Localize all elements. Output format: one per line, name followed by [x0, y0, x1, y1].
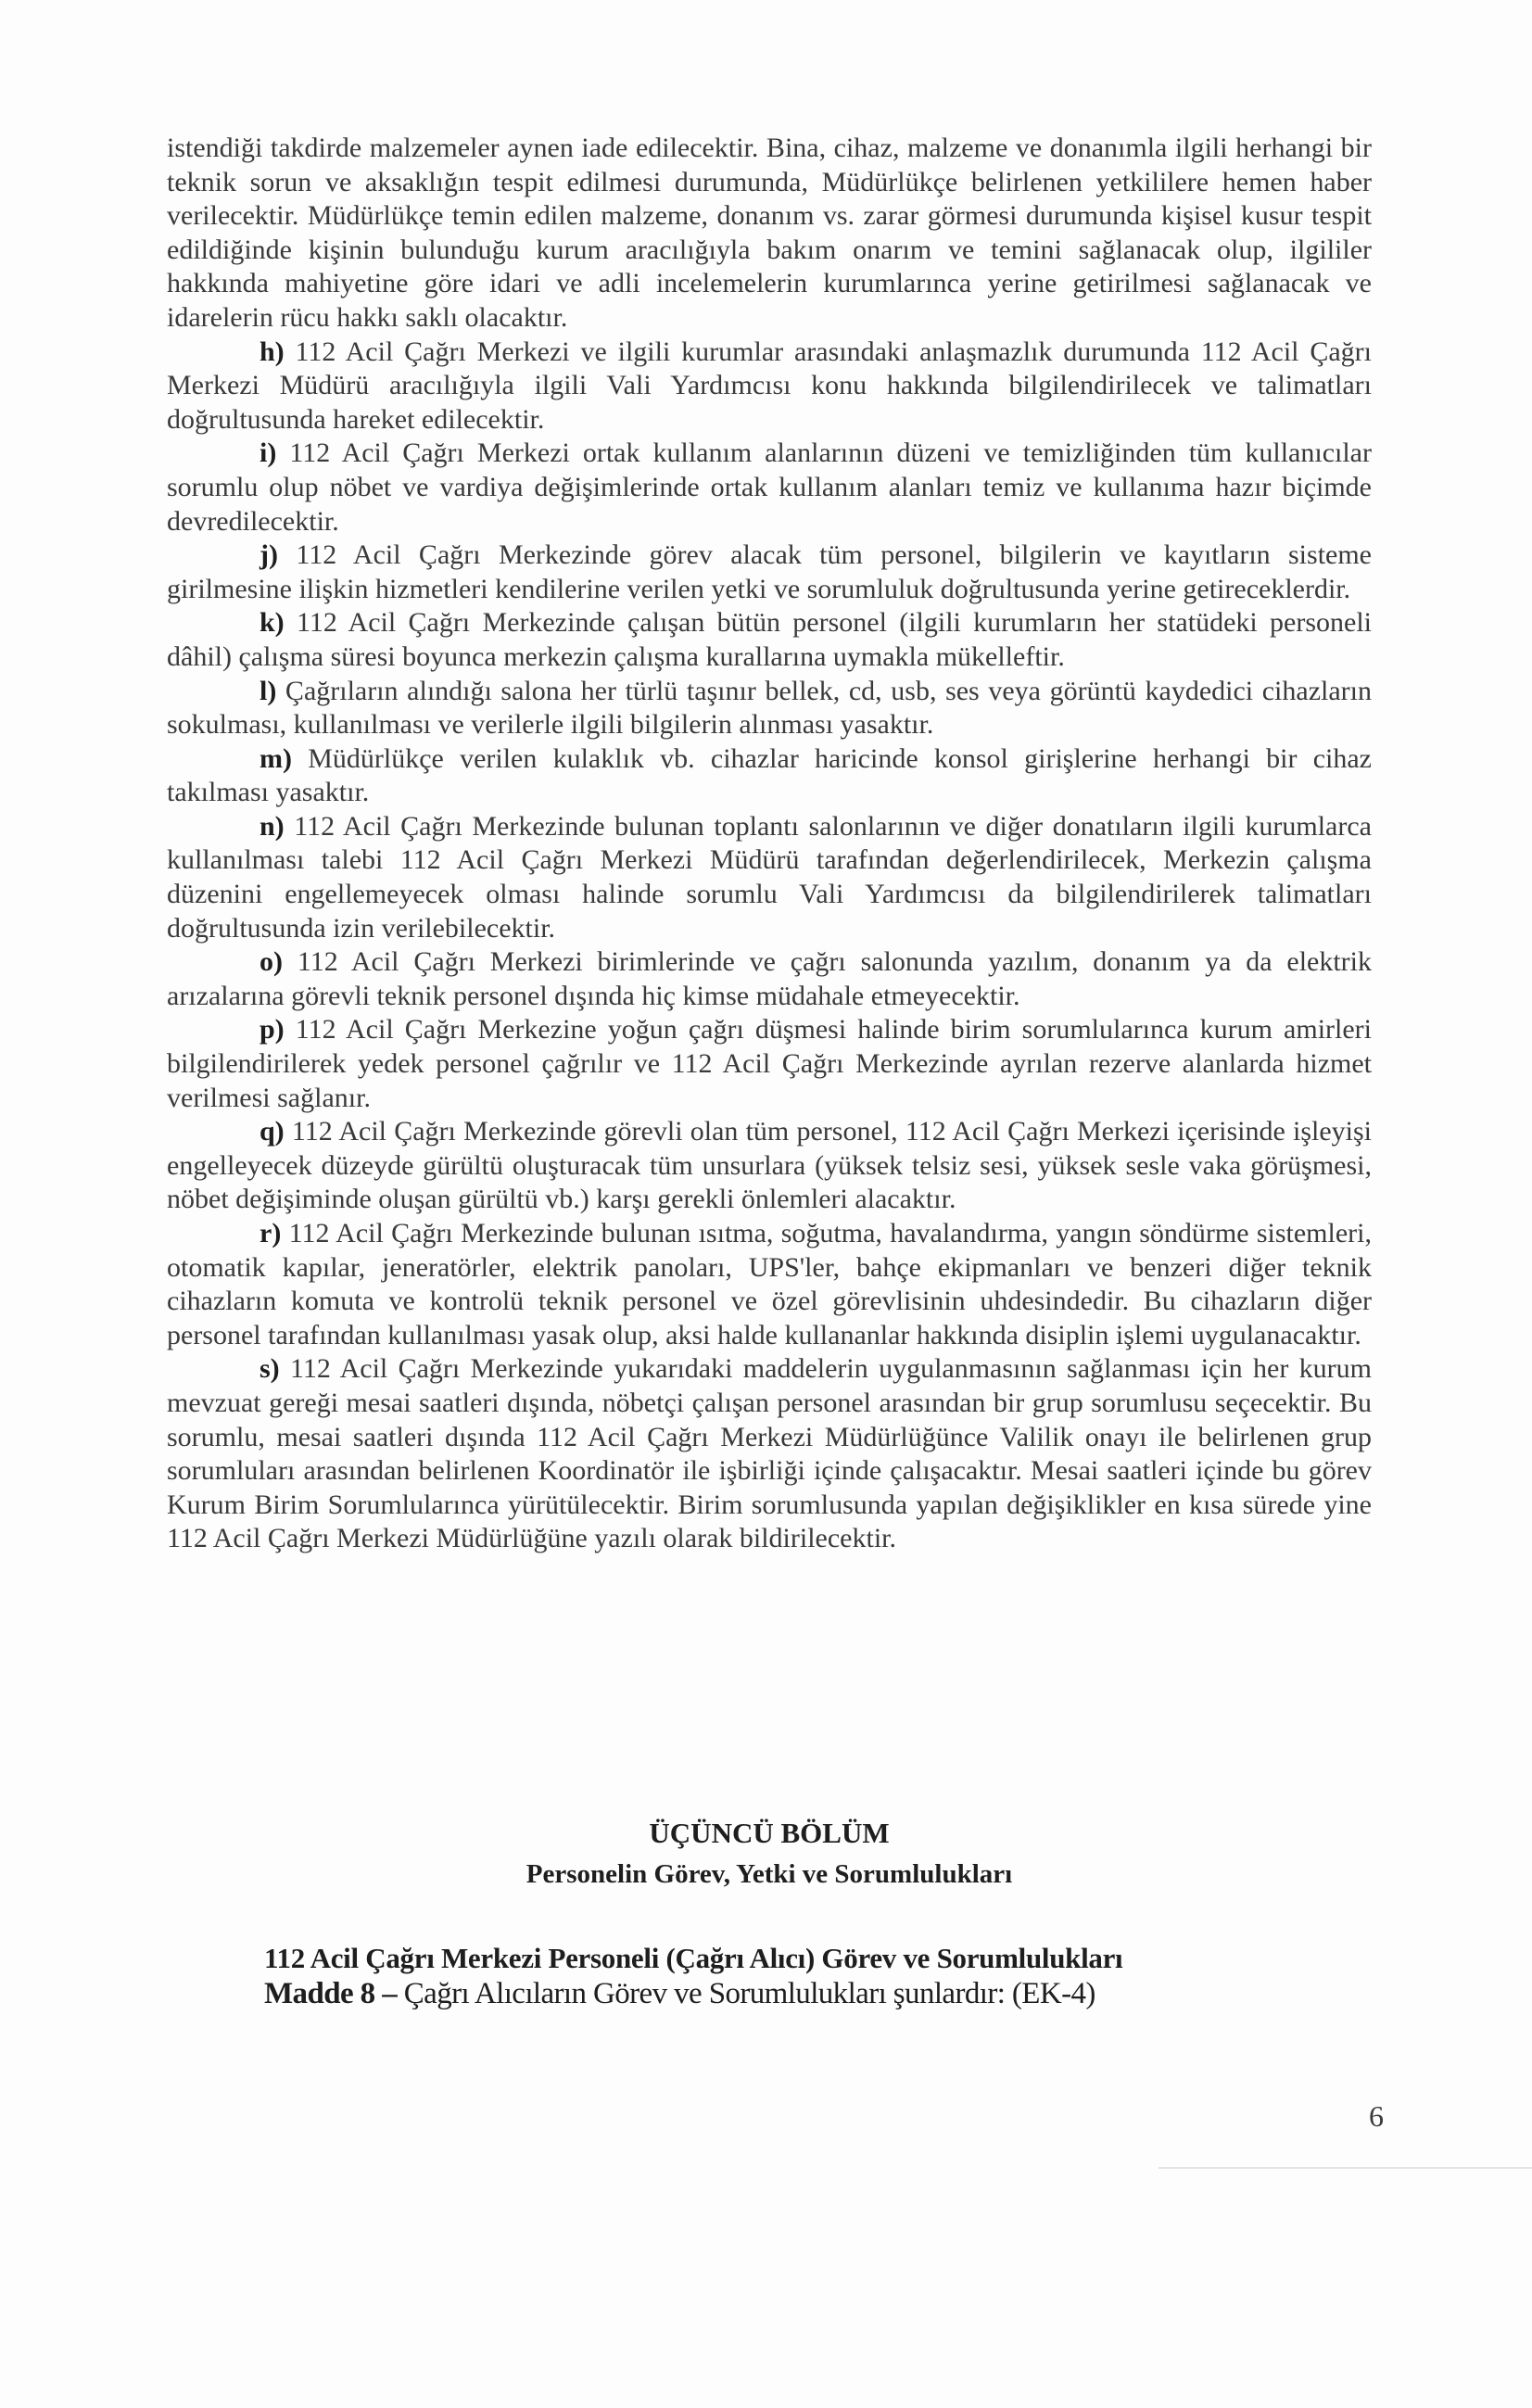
item-label: j): [260, 539, 278, 571]
scan-edge-line: [1158, 2167, 1532, 2169]
list-item-n: [167, 810, 1372, 945]
item-text: 112 Acil Çağrı Merkezi ve ilgili kurumlar arasındaki anlaşmazlık durumunda 112 Acil Çağrı Merkezi Müdürü aracılığıyla ilgili Vali Yardımcısı konu hakkında bilgilendirilecek ve talimatları doğrultusunda hareket edilecektir.: [167, 336, 1372, 435]
item-label: n): [260, 810, 285, 842]
item-label: i): [260, 437, 277, 469]
item-label: l): [260, 675, 277, 706]
item-label: h): [260, 336, 285, 367]
list-item-p: [167, 1013, 1372, 1115]
list-item-l: [167, 675, 1372, 742]
list-item-j: [167, 539, 1372, 606]
section-subtitle: Personelin Görev, Yetki ve Sorumlulukları: [525, 1859, 1013, 1889]
list-item-m: [167, 742, 1372, 810]
item-label: r): [260, 1218, 282, 1248]
item-label: q): [260, 1116, 285, 1147]
item-text: 112 Acil Çağrı Merkezine yoğun çağrı düşmesi halinde birim sorumlularınca kurum amirleri bilgilendirilerek yedek personel çağrılır ve 112 Acil Çağrı Merkezinde ayrılan rezerve alanlarda hizmet verilmesi sağlanır.: [167, 1014, 1372, 1113]
item-text: 112 Acil Çağrı Merkezi birimlerinde ve çağrı salonunda yazılım, donanım ya da elektrik arızalarına görevli teknik personel dışında hiç kimse müdahale etmeyecektir.: [167, 946, 1372, 1011]
article-heading: 112 Acil Çağrı Merkezi Personeli (Çağrı Alıcı) Görev ve Sorumlulukları: [264, 1942, 1123, 1974]
list-item-o: [167, 945, 1372, 1013]
item-text: 112 Acil Çağrı Merkezinde görevli olan tüm personel, 112 Acil Çağrı Merkezi içerisinde işleyişi engelleyecek düzeyde gürültü oluşturacak tüm unsurlara (yüksek telsiz sesi, yüksek sesle vaka görüşmesi, nöbet değişiminde oluşan gürültü vb.) karşı gerekli önlemleri alacaktır.: [167, 1116, 1372, 1215]
item-text: Müdürlükçe verilen kulaklık vb. cihazlar haricinde konsol girişlerine herhangi bir cihaz takılması yasaktır.: [167, 742, 1372, 808]
section-title: ÜÇÜNCÜ BÖLÜM: [649, 1817, 890, 1849]
article-line: [264, 1976, 1376, 2011]
item-text: 112 Acil Çağrı Merkezi ortak kullanım alanlarının düzeni ve temizliğinden tüm kullanıcılar sorumlu olup nöbet ve vardiya değişimlerinde ortak kullanım alanları temiz ve kullanıma hazır biçimde devredilecektir.: [167, 437, 1372, 537]
item-label: s): [260, 1353, 280, 1385]
item-text: 112 Acil Çağrı Merkezinde görev alacak tüm personel, bilgilerin ve kayıtların sisteme girilmesine ilişkin hizmetleri kendilerine verilen yetki ve sorumluluk doğrultusunda yerine getireceklerdir.: [167, 539, 1372, 604]
list-item-s: [167, 1352, 1372, 1556]
item-text: 112 Acil Çağrı Merkezinde çalışan bütün personel (ilgili kurumların her statüdeki personeli dâhil) çalışma süresi boyunca merkezin çalışma kurallarına uymakla mükelleftir.: [167, 607, 1372, 672]
list-item-r: [167, 1217, 1372, 1352]
intro-paragraph: istendiği takdirde malzemeler aynen iade edilecektir. Bina, cihaz, malzeme ve donanımla ilgili herhangi bir teknik sorun ve aksaklığın tespit edilmesi durumunda, Müdürlükçe belirlenen yetkililere hemen haber verilecektir. Müdürlükçe temin edilen malzeme, donanım vs. zarar görmesi durumunda kişisel kusur tespit edildiğinde kişinin bulunduğu kurum aracılığıyla bakım onarım ve temini sağlanacak olup, ilgililer hakkında mahiyetine göre idari ve adli incelemelerin kurumlarınca yerine getirilmesi sağlanacak ve idarelerin rücu hakkı saklı olacaktır.: [167, 133, 1372, 333]
item-text: 112 Acil Çağrı Merkezinde bulunan toplantı salonlarının ve diğer donatıların ilgili kurumlarca kullanılması talebi 112 Acil Çağrı Merkezi Müdürü tarafından değerlendirilecek, Merkezin çalışma düzenini engellemeyecek olması halinde sorumlu Vali Yardımcısı da bilgilendirilerek talimatları doğrultusunda izin verilebilecektir.: [167, 810, 1372, 944]
body-text: [167, 132, 1372, 1556]
article-label: Madde 8 –: [264, 1977, 398, 2010]
item-text: 112 Acil Çağrı Merkezinde yukarıdaki maddelerin uygulanmasının sağlanması için her kurum mevzuat gereği mesai saatleri dışında, nöbetçi çalışan personel arasından bir grup sorumlusu seçecektir. Bu sorumlu, mesai saatleri dışında 112 Acil Çağrı Merkezi Müdürlüğünce Valilik onayı ile belirlenen grup sorumluları arasından belirlenen Koordinatör ile işbirliği içinde çalışacaktır. Mesai saatleri içinde bu görev Kurum Birim Sorumlularınca yürütülecektir. Birim sorumlusunda yapılan değişiklikler en kısa sürede yine 112 Acil Çağrı Merkezi Müdürlüğüne yazılı olarak bildirilecektir.: [167, 1353, 1372, 1554]
item-label: k): [260, 607, 285, 639]
item-text: 112 Acil Çağrı Merkezinde bulunan ısıtma, soğutma, havalandırma, yangın söndürme sistemleri, otomatik kapılar, jeneratörler, elektrik panoları, UPS'ler, bahçe ekipmanları ve benzeri diğer teknik cihazların komuta ve kontrolü teknik personel ve özel görevlisinin uhdesindedir. Bu cihazların diğer personel tarafından kullanılması yasak olup, aksi halde kullananlar hakkında disiplin işlemi uygulanacaktır.: [167, 1218, 1372, 1350]
list-item-q: [167, 1115, 1372, 1217]
item-label: o): [260, 946, 283, 978]
page-number: 6: [1369, 2099, 1384, 2133]
list-item-k: [167, 606, 1372, 674]
list-item-i: [167, 437, 1372, 539]
article-text: Çağrı Alıcıların Görev ve Sorumlulukları şunlardır: (EK-4): [397, 1977, 1095, 2010]
item-label: p): [260, 1014, 285, 1046]
article-block: [264, 1941, 1376, 2011]
item-label: m): [260, 742, 292, 774]
item-text: Çağrıların alındığı salona her türlü taşınır bellek, cd, usb, ses veya görüntü kaydedici cihazların sokulması, kullanılması ve verilerle ilgili bilgilerin alınması yasaktır.: [167, 675, 1372, 741]
list-item-h: [167, 336, 1372, 437]
